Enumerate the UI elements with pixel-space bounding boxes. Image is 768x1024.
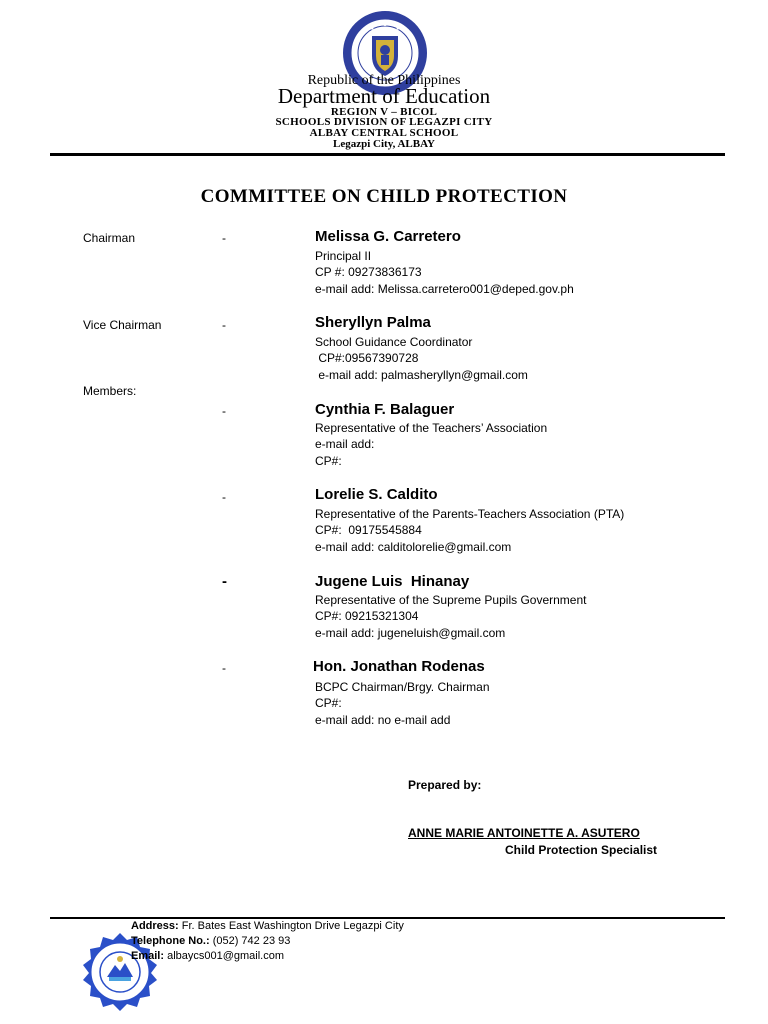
member-name: Lorelie S. Caldito [315,486,438,503]
preparer-title: Child Protection Specialist [505,843,658,857]
member-dash: - [222,404,226,418]
region-text: REGION V – BICOL [330,106,438,118]
header-divider [50,153,725,156]
vice-chairman-cp: CP#:09567390728 [315,351,419,365]
chairman-position: Principal II [315,249,372,263]
member-position: Representative of the Parents-Teachers Association (PTA) [315,507,625,521]
division-text: SCHOOLS DIVISION OF LEGAZPI CITY [275,116,493,128]
department-title: Department of Education [277,84,491,108]
prepared-by-label: Prepared by: [408,778,482,792]
preparer-name: ANNE MARIE ANTOINETTE A. ASUTERO [408,826,640,840]
member-dash: - [222,573,227,590]
school-name: ALBAY CENTRAL SCHOOL [309,127,459,139]
role-vice-chairman-label: Vice Chairman [83,318,162,332]
role-dash: - [222,231,226,245]
member-name: Cynthia F. Balaguer [315,401,455,418]
member-email: e-mail add: jugeneluish@gmail.com [315,626,506,640]
member-cp: CP#: 09215321304 [315,609,419,623]
member-cp: CP#: [315,454,342,468]
vice-chairman-email: e-mail add: palmasheryllyn@gmail.com [315,368,528,382]
member-name: Jugene Luis Hinanay [315,573,470,590]
vice-chairman-name: Sheryllyn Palma [315,314,431,331]
footer-divider [50,917,725,919]
member-cp: CP#: [315,696,342,710]
address-label: Address: [131,920,179,932]
chairman-cp: CP #: 09273836173 [315,265,422,279]
email-value: albaycs001@gmail.com [164,950,285,962]
member-name: Hon. Jonathan Rodenas [313,658,485,675]
member-dash: - [222,490,226,504]
member-position: BCPC Chairman/Brgy. Chairman [315,680,490,694]
member-email: e-mail add: calditolorelie@gmail.com [315,540,512,554]
address-value: Fr. Bates East Washington Drive Legazpi City [178,920,404,932]
document-title: COMMITTEE ON CHILD PROTECTION [200,186,568,207]
republic-text: Republic of the Philippines [307,73,461,88]
telephone-value: (052) 742 23 93 [209,935,291,947]
members-label: Members: [83,384,137,398]
vice-chairman-position: School Guidance Coordinator [315,335,473,349]
member-cp: CP#: 09175545884 [315,523,422,537]
member-dash: - [222,661,226,675]
chairman-name: Melissa G. Carretero [315,228,461,245]
email-label: Email: [131,950,165,962]
school-city: Legazpi City, ALBAY [333,138,435,150]
member-position: Representative of the Supreme Pupils Government [315,593,587,607]
footer-address [131,920,404,932]
telephone-label: Telephone No.: [131,935,210,947]
member-position: Representative of the Teachers’ Association [315,421,548,435]
role-chairman-label: Chairman [83,231,136,245]
chairman-email: e-mail add: Melissa.carretero001@deped.gov.ph [315,282,574,296]
footer-telephone [131,935,290,947]
member-email: e-mail add: no e-mail add [315,713,451,727]
role-dash: - [222,318,226,332]
member-email: e-mail add: [315,437,375,451]
footer-email [131,950,284,962]
